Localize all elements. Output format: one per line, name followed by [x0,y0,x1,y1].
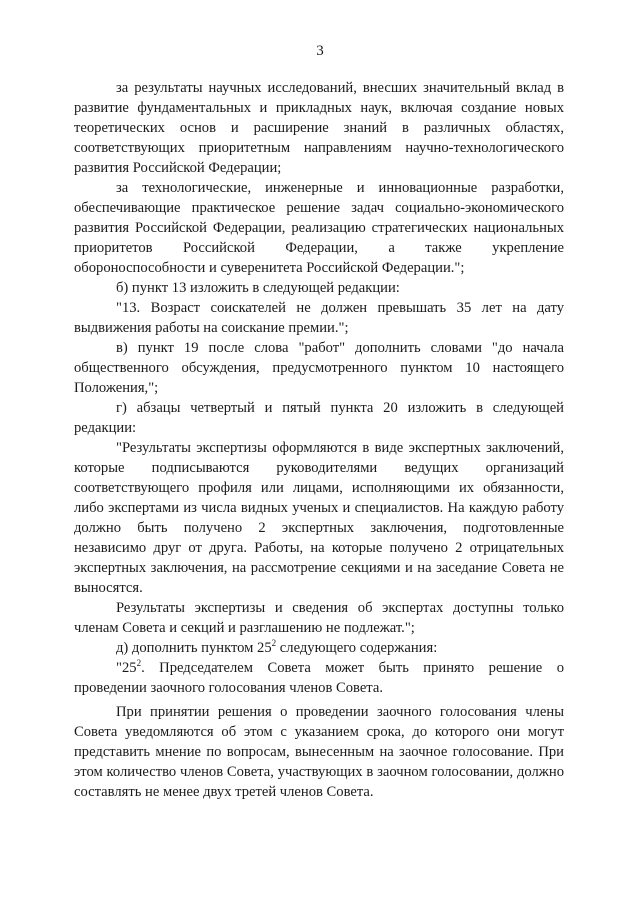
paragraph-item-d [74,638,564,658]
item-d-suffix: следующего содержания: [276,640,438,656]
document-body [74,78,564,802]
paragraph-technology-awards: за технологические, инженерные и инновационные разработки, обеспечивающие практическое решение задач социально-экономического развития Российской Федерации, реализацию стратегических национальных приоритетов Российской Федерации, а также укрепление обороноспособности и суверенитета Российской Федерации."; [74,180,564,276]
paragraph-expert-confidentiality: Результаты экспертизы и сведения об экспертах доступны только членам Совета и секций и разглашению не подлежат."; [74,600,564,636]
paragraph-item-g: г) абзацы четвертый и пятый пункта 20 изложить в следующей редакции: [74,400,564,436]
clause-suffix: . Председателем Совета может быть принято решение о проведении заочного голосования членов Совета. [74,660,564,696]
paragraph-age-limit: "13. Возраст соискателей не должен превышать 35 лет на дату выдвижения работы на соискание премии."; [74,300,564,336]
paragraph-expertise-results: "Результаты экспертизы оформляются в виде экспертных заключений, которые подписываются руководителями ведущих организаций соответствующего профиля или лицами, исполняющими их обязанности, либо экспертами из числа видных ученых и специалистов. На каждую работу должно быть получено 2 экспертных заключения, подготовленные независимо друг от друга. Работы, на которые получено 2 отрицательных экспертных заключения, на рассмотрение секциями и на заседание Совета не выносятся. [74,440,564,596]
clause-superscript: 2 [136,658,142,668]
paragraph-clause-25-2 [74,658,564,698]
paragraph-absentee-voting: При принятии решения о проведении заочного голосования члены Совета уведомляются об этом с указанием срока, до которого они могут представить мнение по вопросам, вынесенным на заочное голосование. При этом количество членов Совета, участвующих в заочном голосовании, должно составлять не менее двух третей членов Совета. [74,704,564,800]
paragraph-item-b: б) пункт 13 изложить в следующей редакции: [116,280,400,296]
item-d-prefix: д) дополнить пунктом 25 [116,640,272,656]
item-d-superscript: 2 [271,638,277,648]
paragraph-item-v: в) пункт 19 после слова "работ" дополнить словами "до начала общественного обсуждения, предусмотренного пунктом 10 настоящего Положения,"; [74,340,564,396]
clause-prefix: "25 [116,660,137,676]
paragraph-research-awards: за результаты научных исследований, внесших значительный вклад в развитие фундаментальных и прикладных наук, включая создание новых теоретических основ и расширение знаний в различных областях, соответствующих приоритетным направлениям научно-технологического развития Российской Федерации; [74,80,564,176]
page-number: 3 [316,43,324,59]
